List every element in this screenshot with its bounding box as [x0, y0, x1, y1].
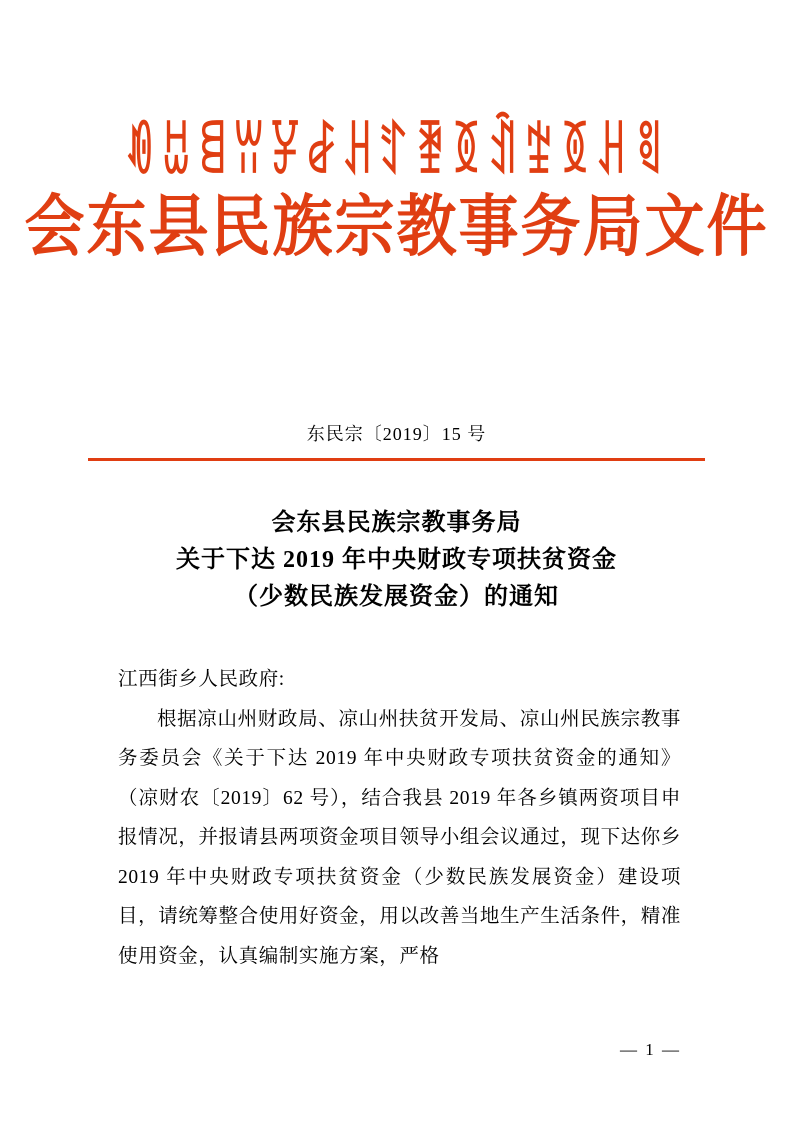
red-divider-rule — [88, 458, 705, 461]
document-number: 东民宗〔2019〕15 号 — [306, 424, 487, 444]
masthead — [0, 120, 793, 264]
body-paragraph-1: 根据凉山州财政局、凉山州扶贫开发局、凉山州民族宗教事务委员会《关于下达 2019 年中央财政专项扶贫资金的通知》（凉财农〔2019〕62 号），结合我县 2019 年各乡镇两资项目申报情况，并报请县两项资金项目领导小组会议通过，现下达你乡 2019 年中央财政专项扶贫资金（少数民族发展资金）建设项目，请统筹整合使用好资金，用以改善当地生产生活条件，精准使用资金，认真编制实施方案，严格 — [118, 708, 681, 968]
document-title — [100, 505, 693, 617]
title-line-3: （少数民族发展资金）的通知 — [234, 584, 559, 611]
salutation: 江西街乡人民政府: — [118, 669, 285, 690]
document-body — [118, 660, 681, 977]
title-line-1: 会东县民族宗教事务局 — [271, 510, 522, 536]
page-number: — 1 — — [620, 1040, 681, 1059]
masthead-title: 会东县民族宗教事务局文件 — [24, 190, 769, 264]
yi-script-heading: ꀑꀠꁌꀕꐯꆀꃅꄸꄿꅉꀉꄹꅉꃅꑠ — [124, 120, 669, 187]
title-line-2: 关于下达 2019 年中央财政专项扶贫资金 — [176, 547, 617, 574]
